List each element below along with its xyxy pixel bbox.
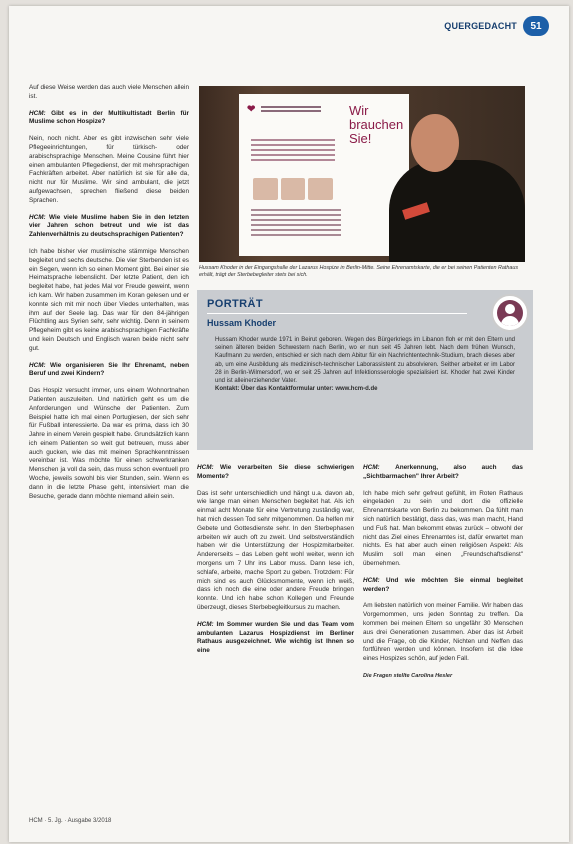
portrait-label: PORTRÄT bbox=[207, 298, 263, 310]
portrait-text bbox=[215, 336, 515, 393]
interview-answer: Das ist sehr unterschiedlich und hängt u.a. davon ab, wie lange man einen Menschen begleitet hat. Als ich einmal acht Monate für eine Vertretung zuständig war, hat mich dessen Tod sehr mitgenommen. Da helfen mir Gebete und Gottesdienste sehr. In den Sterbephasen arbeiten wir auch oft zu zweit. Und selbstverständlich haben wir die Unterstützung der Hospizmitarbeiter. Andererseits – das Leben geht wohl weiter, wenn ich morgens um 7 Uhr ins Labor muss. Dann lese ich, schlafe, arbeite, mache Sport zu geben. Trotzdem: Für mich sind es auch Glücksmomente, wenn ich weiß, dass ich noch die eine oder andere Freude bringen konnte. Und ich habe schon Kollegen und Freunde überzeugt, dieses Sterbebegleitkursus zu machen. bbox=[197, 489, 354, 611]
avatar-icon bbox=[491, 294, 529, 332]
photo-caption: Hussam Khoder in der Eingangshalle der Lazarus Hospize in Berlin-Mitte. Seine Ehrenamtskarte, die er bei seinen Patienten Rathaus erhält, trägt der Sterbebegleiter stets bei sich. bbox=[199, 265, 519, 278]
section-label: QUERGEDACHT bbox=[444, 21, 517, 31]
portrait-bio: Hussam Khoder wurde 1971 in Beirut geboren. Wegen des Bürgerkriegs im Libanon floh er mit den Eltern und seinen älteren beiden Schwestern nach Berlin, wo er nun seit 45 Jahren lebt. Nach dem frühen Wunsch, Kaufmann zu werden, entschied er sich nach dem Abitur für ein Nachrichtentechnik-Studium, brach dieses aber ab, um eine Ausbildung als medizinisch-technischer Laborassistent zu absolvieren. Seither arbeitet er im Labor 28 in Berlin-Wilmersdorf, wo er seit 25 Jahren auf Infektionsserologie spezialisiert ist. Khoder hat zwei Kinder und ist alleinerziehender Vater. bbox=[215, 337, 515, 385]
portrait-contact: Kontakt: Über das Kontaktformular unter: www.hcm-d.de bbox=[215, 386, 378, 393]
interview-answer: Ich habe mich sehr gefreut gefühlt, im Roten Rathaus eingeladen zu sein und dort die offizielle Ehrenamtskarte von Berlin zu bekommen. Da fühlt man sich natürlich bestätigt, dass das, was man macht, Hand und Fuß hat. Man bekommt etwas zurück – obwohl der nicht das Ziel eines Ehrenamtes ist, dafür erwartet man nichts. Es hat aber auch einen religiösen Aspekt: Als Muslim soll man einen „Freundschaftsdienst" übernehmen. bbox=[363, 489, 523, 567]
interview-answer: Ich habe bisher vier muslimische stämmige Menschen begleitet und sechs deutsche. Die vier Sterbenden ist es ein Segen, wenn ich so einen Moment gibt. Bei einer sie Heimatsprache lebenslicht. Der letzte Patient, den ich begleitet habe, hat jedes Mal vor Freude geweint, wenn ich kam. Wir haben zusammen im Koran gelesen und er konnte sich mit mir noch über Viedes unterhalten, was ihm auf der Seele lag. Das war für den 84-jährigen Flüchtling aus Syrien sehr, sehr wichtig. Denn in seinem Pflegeheim gibt es keine arabischsprachigen Fachkräfte und kein Deutsch und Englisch waren beide nicht sehr gut. bbox=[29, 247, 189, 352]
interview-question: HCM: Wie organisieren Sie Ihr Ehrenamt, neben Beruf und zwei Kindern? bbox=[29, 361, 189, 378]
poster-title: Wir brauchen Sie! bbox=[349, 103, 404, 146]
interview-question: HCM: Im Sommer wurden Sie und das Team vom ambulanten Lazarus Hospizdienst im Berliner Rathaus ausgezeichnet. Wie wichtig ist Ihnen so eine bbox=[197, 620, 354, 655]
portrait-name: Hussam Khoder bbox=[207, 318, 277, 328]
interview-answer: Am liebsten natürlich von meiner Familie. Wir haben das Vorgemommen, uns jeden Sonntag zu treffen. Da kommen bei meinen Eltern so ungefähr 30 Menschen aus drei Generationen zusammen. Aber das ist Arbeit und die Frage, ob die Kinder, Nichten und Neffen das fortführen werden und können. Insofern ist die Idee eines Hospizes schön, auf jeden Fall. bbox=[363, 602, 523, 663]
hospice-logo-icon: ❤ bbox=[247, 104, 256, 115]
interview-question: HCM: Und wie möchten Sie einmal begleitet werden? bbox=[363, 576, 523, 593]
hospice-poster bbox=[239, 94, 409, 256]
middle-column bbox=[197, 464, 354, 810]
interview-answer: Auf diese Weise werden das auch viele Menschen allein ist. bbox=[29, 84, 189, 100]
person-figure bbox=[389, 114, 525, 262]
interview-question: HCM: Wie viele Muslime haben Sie in den letzten vier Jahren schon betreut und wie ist das Zahlenverhältnis zu deutschsprachigen Patienten? bbox=[29, 213, 189, 239]
interview-credit: Die Fragen stellte Carolina Hesler bbox=[363, 672, 453, 679]
page-header bbox=[444, 16, 549, 36]
page-number-badge: 51 bbox=[523, 16, 549, 36]
portrait-photo bbox=[199, 86, 525, 262]
interview-answer: Das Hospiz versucht immer, uns einem Wohnortnahen Patienten auszuleiten. Und natürlich geht es um die Anforderungen und Wünsche der Patienten. Zum Beispiel hatte ich mal einen Portugiesen, der sich sehr für Fußball interessierte. Da war es prima, dass ich 30 Jahre in einem Verein gespielt habe. Grundsätzlich kann ich einem Patienten so weit gut betreuen, muss aber auch gucken, wie das mit meinen Sprachkenntnissen vereinbar ist. Was möchte für einen schwerkranken Menschen ja voll da sein, das muss schon eventuell pro Woche, jeweils sowohl bis vier Stunden, sein. Wenn es dann in die letzte Phase geht, intensiviert man die Besuche, gerade dann möchte niemand allein sein. bbox=[29, 387, 189, 500]
right-column bbox=[363, 464, 523, 810]
interview-question: HCM: Wie verarbeiten Sie diese schwierigen Momente? bbox=[197, 464, 354, 480]
page-footer: HCM · 5. Jg. · Ausgabe 3/2018 bbox=[29, 818, 112, 824]
left-column bbox=[29, 84, 189, 810]
portrait-box bbox=[197, 290, 533, 450]
magazine-page bbox=[9, 6, 569, 842]
interview-answer: Nein, noch nicht. Aber es gibt inzwischen sehr viele Pflegeeinrichtungen, für türkisch- oder arabischsprachige Menschen. Meine Cousine führt hier einen ambulanten Pflegedienst, der mit mehrsprachigen Fachkräften arbeitet. Aber natürlich ist sie für alle da, nicht nur für Muslime. Wir sind ambulant, die jetzt aufgewachsen, sprechen fließend diese beiden Sprachen. bbox=[29, 135, 189, 204]
interview-question: HCM: Anerkennung, also auch das „Sichtbarmachen" Ihrer Arbeit? bbox=[363, 464, 523, 480]
interview-question: HCM: Gibt es in der Multikultistadt Berlin für Muslime schon Hospize? bbox=[29, 109, 189, 126]
